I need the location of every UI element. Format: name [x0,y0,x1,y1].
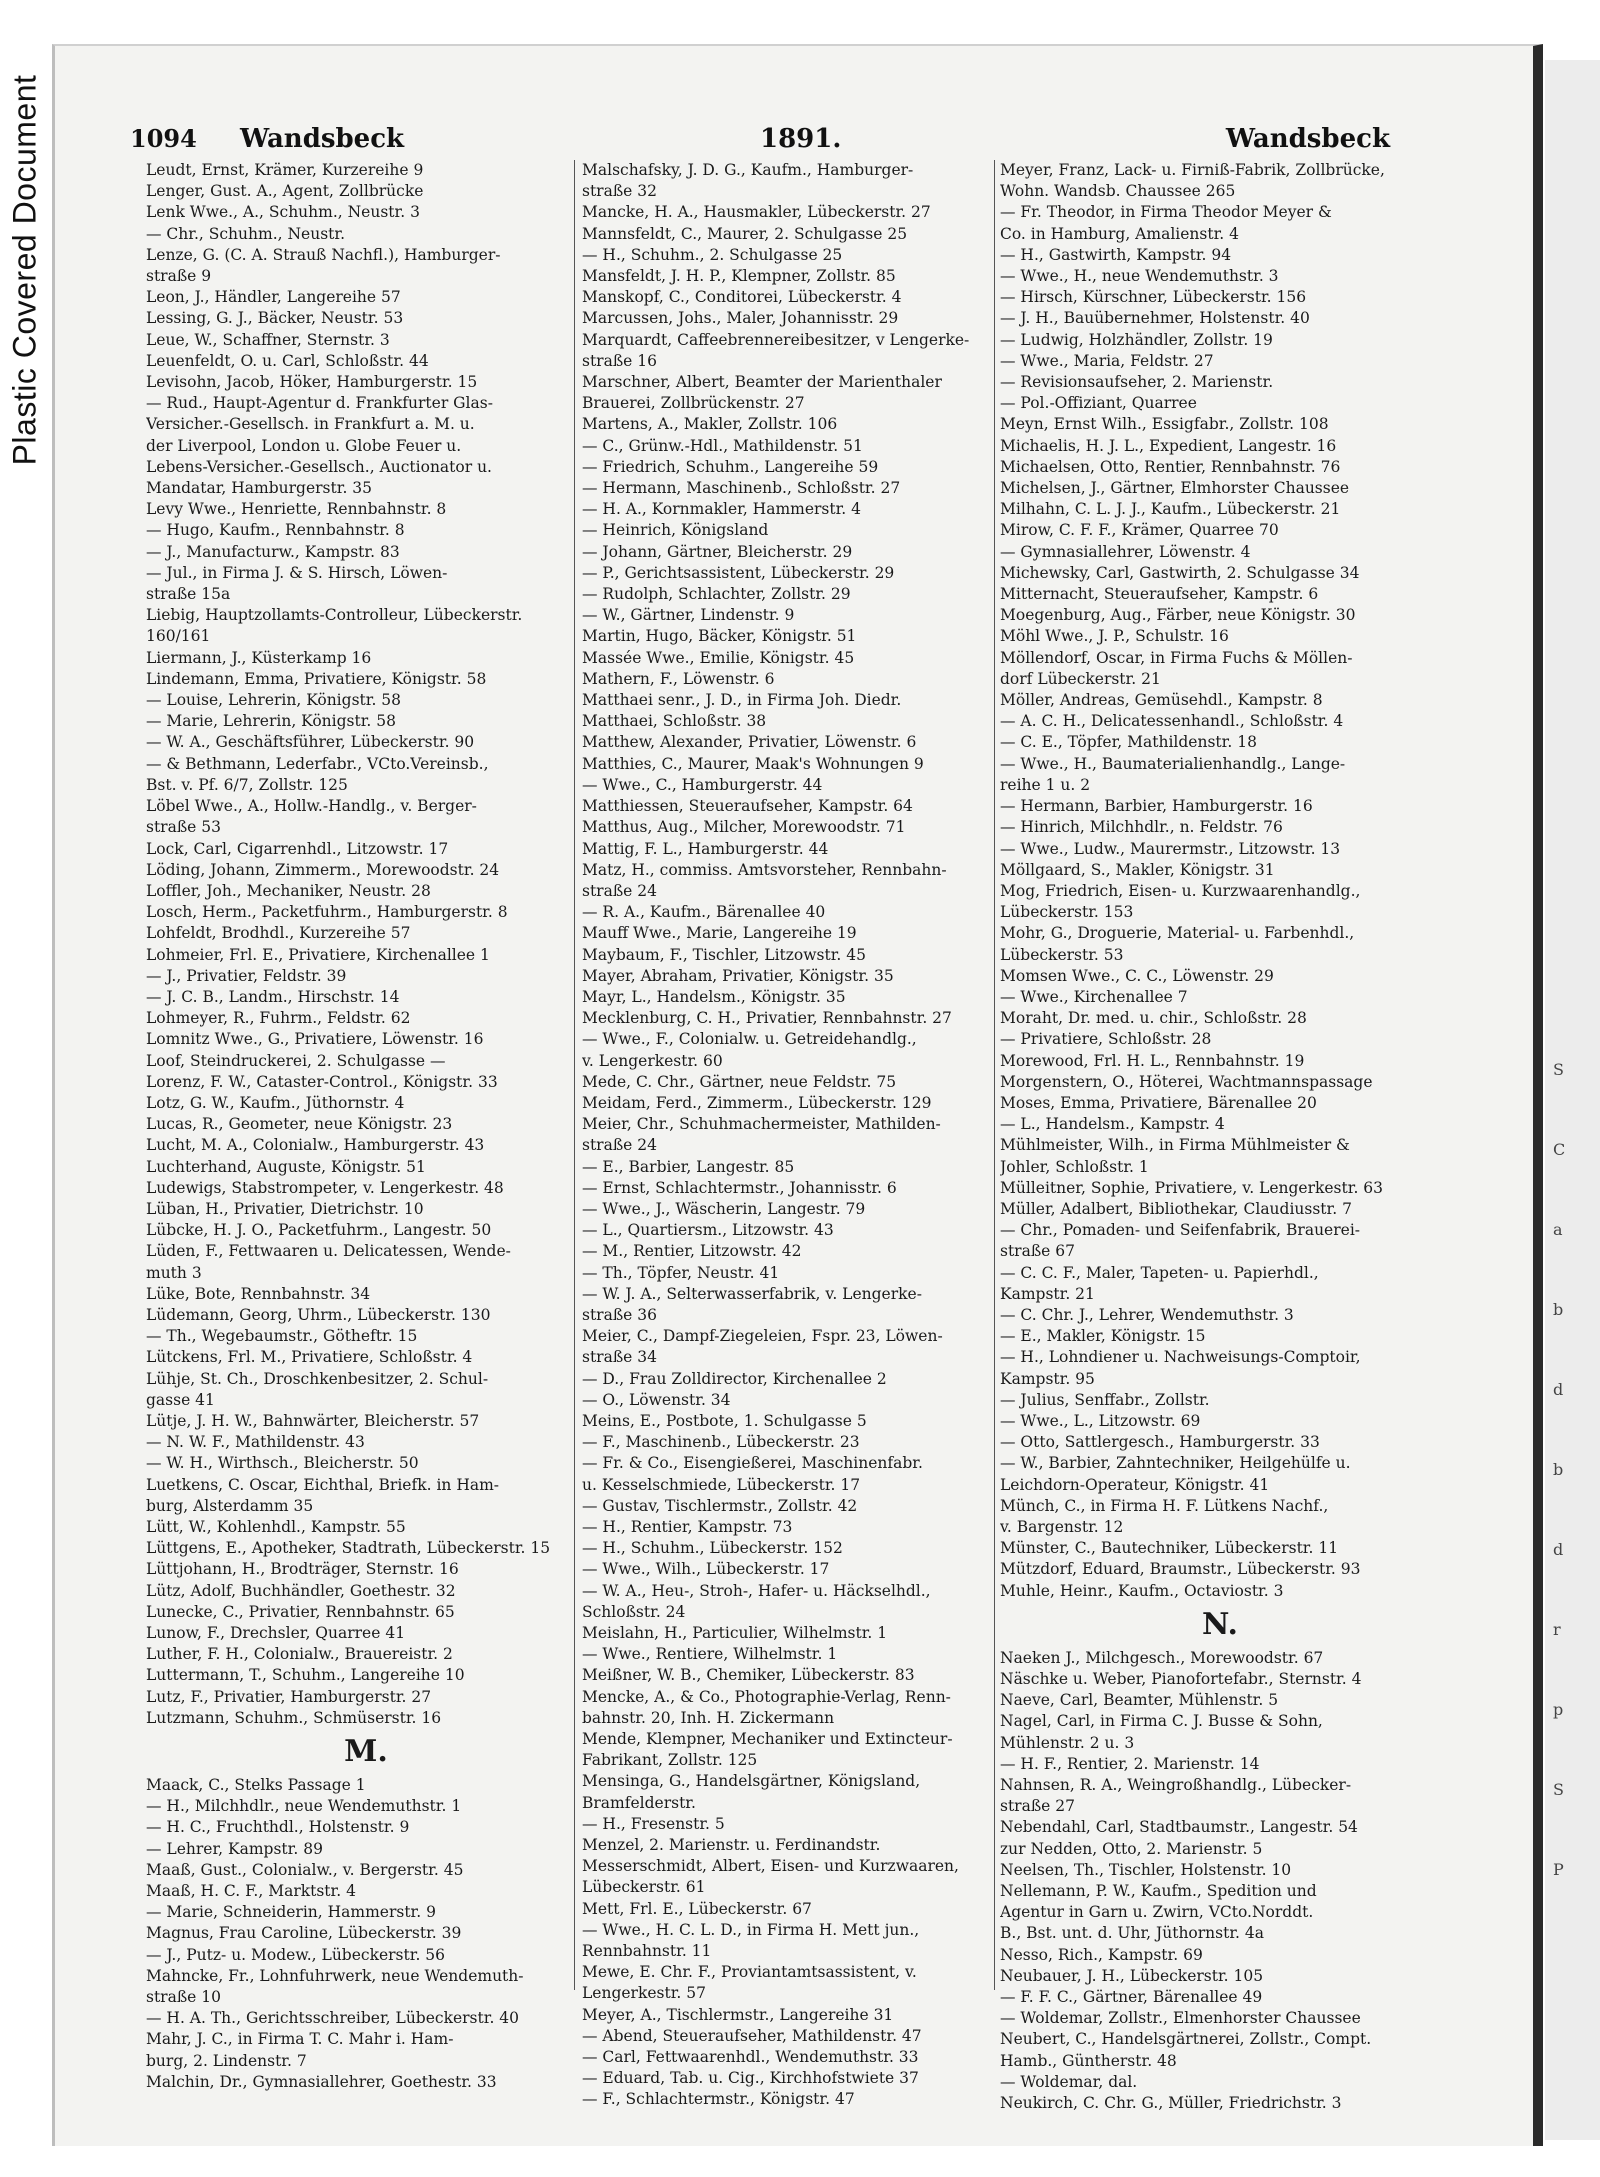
directory-entry-line: — Wwe., Wilh., Lübeckerstr. 17 [582,1560,830,1579]
directory-entry-line: Nagel, Carl, in Firma C. J. Busse & Sohn, [1000,1712,1323,1731]
directory-entry-line: Muhle, Heinr., Kaufm., Octaviostr. 3 [1000,1581,1284,1600]
directory-entry-line: — Th., Töpfer, Neustr. 41 [582,1263,780,1282]
directory-entry-line: Lohfeldt, Brodhdl., Kurzereihe 57 [146,924,411,943]
directory-entry-line: v. Lengerkestr. 60 [582,1051,723,1070]
edge-mark: b [1553,1460,1564,1479]
directory-entry-line: Rennbahnstr. 11 [582,1942,712,1961]
directory-entry-line: Bst. v. Pf. 6/7, Zollstr. 125 [146,775,348,794]
directory-entry-line: Mülleitner, Sophie, Privatiere, v. Lengerkestr. 63 [1000,1178,1384,1197]
directory-entry-line: — J., Manufacturw., Kampstr. 83 [146,542,400,561]
directory-entry-line: — C. Chr. J., Lehrer, Wendemuthstr. 3 [1000,1305,1294,1324]
directory-entry-line: — E., Barbier, Langestr. 85 [582,1157,795,1176]
directory-entry-line: — H., Fresenstr. 5 [582,1814,725,1833]
directory-entry-line: — Ernst, Schlachtermstr., Johannisstr. 6 [582,1178,897,1197]
directory-entry-line: — C., Grünw.-Hdl., Mathildenstr. 51 [582,436,863,455]
directory-entry-line: Schloßstr. 24 [582,1602,686,1621]
directory-entry-line: — F., Maschinenb., Lübeckerstr. 23 [582,1433,860,1452]
plastic-covered-label-text: Plastic Covered Document [6,74,43,466]
directory-entry-line: — H., Schuhm., Lübeckerstr. 152 [582,1539,843,1558]
directory-entry-line: Lübeckerstr. 61 [582,1878,706,1897]
directory-entry-line: Meyn, Ernst Wilh., Essigfabr., Zollstr. 108 [1000,415,1329,434]
directory-entry-line: gasse 41 [146,1390,215,1409]
directory-entry-line: — Th., Wegebaumstr., Götheftr. 15 [146,1327,418,1346]
directory-entry-line: straße 10 [146,1988,222,2007]
edge-mark: S [1553,1780,1564,1799]
directory-entry-line: Levisohn, Jacob, Höker, Hamburgerstr. 15 [146,373,478,392]
directory-entry-line: Möhl Wwe., J. P., Schulstr. 16 [1000,627,1229,646]
directory-entry-line: Meyer, Franz, Lack- u. Firniß-Fabrik, Zollbrücke, [1000,161,1385,179]
directory-entry-line: — J., Privatier, Feldstr. 39 [146,966,347,985]
directory-entry-line: — Eduard, Tab. u. Cig., Kirchhofstwiete 37 [582,2069,919,2088]
directory-entry-line: — F., Schlachtermstr., Königstr. 47 [582,2090,855,2109]
directory-entry-line: — H., Schuhm., 2. Schulgasse 25 [582,245,843,264]
directory-entry-line: Mathern, F., Löwenstr. 6 [582,669,775,688]
directory-entry-line: — Woldemar, dal. [1000,2072,1138,2091]
directory-entry-line: Lomnitz Wwe., G., Privatiere, Löwenstr. 16 [146,1030,484,1049]
directory-entry-line: Münch, C., in Firma H. F. Lütkens Nachf., [1000,1496,1329,1515]
directory-entry-line: Neukirch, C. Chr. G., Müller, Friedrichstr. 3 [1000,2094,1342,2113]
directory-entry-line: Matthies, C., Maurer, Maak's Wohnungen 9 [582,754,924,773]
directory-entry-line: Lotz, G. W., Kaufm., Jüthornstr. 4 [146,1093,405,1112]
directory-entry-line: Ludewigs, Stabstrompeter, v. Lengerkestr. 48 [146,1178,504,1197]
directory-entry-line: — N. W. F., Mathildenstr. 43 [146,1433,365,1452]
directory-entry-line: — A. C. H., Delicatessenhandl., Schloßstr. 4 [1000,712,1344,731]
directory-entry-line: Lüden, F., Fettwaaren u. Delicatessen, Wende- [146,1242,511,1261]
directory-entry-line: Mauff Wwe., Marie, Langereihe 19 [582,924,857,943]
directory-entry-line: Mett, Frl. E., Lübeckerstr. 67 [582,1899,812,1918]
edge-mark: b [1553,1300,1564,1319]
directory-entry-line: Mühlenstr. 2 u. 3 [1000,1733,1135,1752]
directory-entry-line: — D., Frau Zolldirector, Kirchenallee 2 [582,1369,887,1388]
directory-entry-line: Löbel Wwe., A., Hollw.-Handlg., v. Berger- [146,797,477,816]
directory-entry-line: Liermann, J., Küsterkamp 16 [146,648,372,667]
section-letter: M. [344,1734,388,1770]
directory-entry-line: straße 67 [1000,1242,1076,1261]
directory-entry-line: Meißner, W. B., Chemiker, Lübeckerstr. 83 [582,1666,915,1685]
directory-entry-line: B., Bst. unt. d. Uhr, Jüthornstr. 4a [1000,1924,1265,1943]
directory-entry-line: — Hugo, Kaufm., Rennbahnstr. 8 [146,521,405,540]
directory-entry-line: — Johann, Gärtner, Bleicherstr. 29 [582,542,853,561]
directory-entry-line: — Wwe., C., Hamburgerstr. 44 [582,775,823,794]
directory-entry-line: straße 24 [582,1136,658,1155]
directory-entry-line: der Liverpool, London u. Globe Feuer u. [146,436,462,455]
directory-entry-line: Neelsen, Th., Tischler, Holstenstr. 10 [1000,1860,1292,1879]
directory-entry-line: Lenze, G. (C. A. Strauß Nachfl.), Hamburger- [146,245,501,264]
directory-entry-line: Müller, Adalbert, Bibliothekar, Claudiusstr. 7 [1000,1199,1352,1218]
directory-entry-line: Mayr, L., Handelsm., Königstr. 35 [582,987,846,1006]
directory-entry-line: straße 36 [582,1305,658,1324]
directory-entry-line: burg, 2. Lindenstr. 7 [146,2051,307,2070]
directory-entry-line: — Jul., in Firma J. & S. Hirsch, Löwen- [146,563,448,582]
directory-entry-line: Lorenz, F. W., Cataster-Control., Königstr. 33 [146,1072,498,1091]
directory-entry-line: Mede, C. Chr., Gärtner, neue Feldstr. 75 [582,1072,897,1091]
directory-entry-line: straße 32 [582,182,658,201]
directory-entry-line: Maack, C., Stelks Passage 1 [146,1776,366,1795]
directory-entry-line: Lüke, Bote, Rennbahnstr. 34 [146,1284,371,1303]
directory-entry-line: Luttermann, T., Schuhm., Langereihe 10 [146,1666,465,1685]
directory-entry-line: Mansfeldt, J. H. P., Klempner, Zollstr. 85 [582,267,896,286]
directory-entry-line: Lüban, H., Privatier, Dietrichstr. 10 [146,1199,424,1218]
directory-entry-line: — Revisionsaufseher, 2. Marienstr. [1000,373,1274,392]
directory-entry-line: Lucas, R., Geometer, neue Königstr. 23 [146,1115,453,1134]
directory-entry-line: — H. A. Th., Gerichtsschreiber, Lübeckerstr. 40 [146,2009,520,2028]
directory-entry-line: — W. J. A., Selterwasserfabrik, v. Lengerke- [582,1284,922,1303]
directory-entry-line: — Otto, Sattlergesch., Hamburgerstr. 33 [1000,1433,1320,1452]
directory-entry-line: Mecklenburg, C. H., Privatier, Rennbahnstr. 27 [582,1009,952,1028]
directory-entry-line: — Julius, Senffabr., Zollstr. [1000,1390,1210,1409]
directory-entry-line: Johler, Schloßstr. 1 [1000,1157,1149,1176]
directory-entry-line: Lohmeyer, R., Fuhrm., Feldstr. 62 [146,1009,411,1028]
directory-entry-line: Malschafsky, J. D. G., Kaufm., Hamburger- [582,161,914,179]
directory-entry-line: Näschke u. Weber, Pianofortefabr., Sternstr. 4 [1000,1670,1362,1689]
directory-entry-line: straße 16 [582,351,658,370]
directory-entry-line: — H., Lohndiener u. Nachweisungs-Comptoir, [1000,1348,1361,1367]
directory-entry-line: Bramfelderstr. [582,1793,696,1812]
directory-entry-line: dorf Lübeckerstr. 21 [1000,669,1161,688]
directory-entry-line: — & Bethmann, Lederfabr., VCto.Vereinsb., [146,754,489,773]
directory-entry-line: — Wwe., Rentiere, Wilhelmstr. 1 [582,1645,838,1664]
directory-entry-line: Moraht, Dr. med. u. chir., Schloßstr. 28 [1000,1009,1307,1028]
directory-entry-line: straße 53 [146,818,222,837]
directory-entry-line: — Wwe., Ludw., Maurermstr., Litzowstr. 13 [1000,839,1341,858]
directory-entry-line: — W. H., Wirthsch., Bleicherstr. 50 [146,1454,419,1473]
edge-mark: d [1553,1380,1564,1399]
directory-entry-line: — Hirsch, Kürschner, Lübeckerstr. 156 [1000,288,1307,307]
directory-entry-line: — Rud., Haupt-Agentur d. Frankfurter Glas- [146,394,493,413]
directory-entry-line: Versicher.-Gesellsch. in Frankfurt a. M. u. [146,415,475,434]
directory-column-2 [582,160,1022,2111]
directory-entry-line: Marschner, Albert, Beamter der Marienthaler [582,373,942,392]
directory-entry-line: Mattig, F. L., Hamburgerstr. 44 [582,839,829,858]
directory-entry-line: Möllgaard, S., Makler, Königstr. 31 [1000,860,1275,879]
directory-entry-line: — Marie, Lehrerin, Königstr. 58 [146,712,396,731]
directory-entry-line: Leudt, Ernst, Krämer, Kurzereihe 9 [146,161,424,179]
directory-entry-line: Mewe, E. Chr. F., Proviantamtsassistent, v. [582,1963,917,1982]
directory-entry-line: Levy Wwe., Henriette, Rennbahnstr. 8 [146,500,447,519]
directory-entry-line: Luther, F. H., Colonialw., Brauereistr. 2 [146,1645,453,1664]
directory-entry-line: burg, Alsterdamm 35 [146,1496,314,1515]
directory-entry-line: Matthus, Aug., Milcher, Morewoodstr. 71 [582,818,906,837]
directory-entry-line: Naeken J., Milchgesch., Morewoodstr. 67 [1000,1648,1324,1667]
directory-entry-line: — Fr. Theodor, in Firma Theodor Meyer & [1000,203,1332,222]
directory-entry-line: Lütz, Adolf, Buchhändler, Goethestr. 32 [146,1581,456,1600]
directory-entry-line: Mahncke, Fr., Lohnfuhrwerk, neue Wendemuth- [146,1966,524,1985]
directory-entry-line: Meier, Chr., Schuhmachermeister, Mathilden- [582,1115,941,1134]
directory-entry-line: Morewood, Frl. H. L., Rennbahnstr. 19 [1000,1051,1305,1070]
directory-entry-line: Lühje, St. Ch., Droschkenbesitzer, 2. Schul- [146,1369,489,1388]
directory-entry-line: Nahnsen, R. A., Weingroßhandlg., Lübecker- [1000,1776,1352,1795]
running-title-right: Wandsbeck [1225,124,1390,154]
directory-entry-line: — Hinrich, Milchhdlr., n. Feldstr. 76 [1000,818,1283,837]
directory-entry-line: — F. F. C., Gärtner, Bärenallee 49 [1000,1988,1263,2007]
directory-entry-line: Lohmeier, Frl. E., Privatiere, Kirchenallee 1 [146,945,490,964]
directory-entry-line: v. Bargenstr. 12 [1000,1518,1124,1536]
directory-entry-line: — H. A., Kornmakler, Hammerstr. 4 [582,500,862,519]
page-number: 1094 [130,124,197,153]
directory-entry-line: Naeve, Carl, Beamter, Mühlenstr. 5 [1000,1691,1279,1710]
directory-entry-line: straße 24 [582,881,658,900]
directory-entry-line: — Marie, Schneiderin, Hammerstr. 9 [146,1903,436,1922]
directory-entry-line: muth 3 [146,1263,202,1282]
directory-entry-line: Möllendorf, Oscar, in Firma Fuchs & Möllen- [1000,648,1353,667]
directory-entry-line: — H., Milchhdlr., neue Wendemuthstr. 1 [146,1797,462,1816]
directory-entry-line: Mandatar, Hamburgerstr. 35 [146,479,373,498]
edge-mark: a [1553,1220,1563,1239]
directory-entry-line: Agentur in Garn u. Zwirn, VCto.Norddt. [1000,1903,1314,1922]
directory-entry-line: — H. C., Fruchthdl., Holstenstr. 9 [146,1818,410,1837]
directory-entry-line: Lindemann, Emma, Privatiere, Königstr. 58 [146,669,487,688]
directory-entry-line: — Gustav, Tischlermstr., Zollstr. 42 [582,1496,858,1515]
directory-entry-line: — W., Gärtner, Lindenstr. 9 [582,606,795,625]
edge-mark: d [1553,1540,1564,1559]
directory-entry-line: Moegenburg, Aug., Färber, neue Königstr. 30 [1000,606,1356,625]
directory-entry-line: Neubauer, J. H., Lübeckerstr. 105 [1000,1966,1264,1985]
directory-entry-line: Michaelsen, Otto, Rentier, Rennbahnstr. 76 [1000,457,1341,476]
directory-column-3 [1000,160,1440,2114]
directory-entry-line: — Pol.-Offiziant, Quarree [1000,394,1197,413]
directory-entry-line: — Wwe., J., Wäscherin, Langestr. 79 [582,1199,866,1218]
directory-entry-line: — R. A., Kaufm., Bärenallee 40 [582,903,826,922]
directory-entry-line: — H., Rentier, Kampstr. 73 [582,1518,793,1536]
directory-entry-line: Mancke, H. A., Hausmakler, Lübeckerstr. 27 [582,203,931,222]
directory-entry-line: Lütje, J. H. W., Bahnwärter, Bleicherstr. 57 [146,1411,480,1430]
directory-entry-line: Nesso, Rich., Kampstr. 69 [1000,1945,1203,1964]
directory-entry-line: — W., Barbier, Zahntechniker, Heilgehülfe u. [1000,1454,1351,1473]
directory-entry-line: Lüttjohann, H., Brodträger, Sternstr. 16 [146,1560,459,1579]
directory-entry-line: Lübeckerstr. 53 [1000,945,1124,964]
edge-mark: p [1553,1700,1564,1719]
directory-entry-line: Hamb., Güntherstr. 48 [1000,2051,1177,2070]
directory-entry-line: Meidam, Ferd., Zimmerm., Lübeckerstr. 129 [582,1093,932,1112]
directory-entry-line: Mirow, C. F. F., Krämer, Quarree 70 [1000,521,1279,540]
directory-entry-line: Michaelis, H. J. L., Expedient, Langestr. 16 [1000,436,1337,455]
directory-entry-line: Wohn. Wandsb. Chaussee 265 [1000,182,1236,201]
directory-entry-line: Leon, J., Händler, Langereihe 57 [146,288,401,307]
directory-entry-line: Leichdorn-Operateur, Königstr. 41 [1000,1475,1270,1494]
directory-entry-line: Neubert, C., Handelsgärtnerei, Zollstr., Compt. [1000,2030,1372,2049]
directory-entry-line: Mayer, Abraham, Privatier, Königstr. 35 [582,966,894,985]
directory-entry-line: Mützdorf, Eduard, Braumstr., Lübeckerstr. 93 [1000,1560,1361,1579]
directory-entry-line: — Ludwig, Holzhändler, Zollstr. 19 [1000,330,1273,349]
directory-entry-line: Leuenfeldt, O. u. Carl, Schloßstr. 44 [146,351,429,370]
directory-entry-line: — P., Gerichtsassistent, Lübeckerstr. 29 [582,563,895,582]
directory-entry-line: Matthaei, Schloßstr. 38 [582,712,767,731]
directory-entry-line: Manskopf, C., Conditorei, Lübeckerstr. 4 [582,288,902,307]
directory-entry-line: Meislahn, H., Particulier, Wilhelmstr. 1 [582,1624,888,1643]
directory-entry-line: Momsen Wwe., C. C., Löwenstr. 29 [1000,966,1274,985]
directory-entry-line: straße 15a [146,585,231,604]
directory-entry-line: — E., Makler, Königstr. 15 [1000,1327,1206,1346]
directory-entry-line: Mende, Klempner, Mechaniker und Extincteur- [582,1730,953,1749]
directory-entry-line: Münster, C., Bautechniker, Lübeckerstr. 11 [1000,1539,1339,1558]
plastic-covered-label [4,74,46,466]
directory-entry-line: Loffler, Joh., Mechaniker, Neustr. 28 [146,881,431,900]
directory-entry-line: Marcussen, Johs., Maler, Johannisstr. 29 [582,309,899,328]
directory-entry-line: Milhahn, C. L. J. J., Kaufm., Lübeckerstr. 21 [1000,500,1341,519]
directory-entry-line: Matthew, Alexander, Privatier, Löwenstr. 6 [582,733,917,752]
directory-entry-line: Martin, Hugo, Bäcker, Königstr. 51 [582,627,857,646]
edge-mark: P [1553,1860,1564,1879]
section-letter: N. [1202,1606,1238,1642]
directory-entry-line: Morgenstern, O., Höterei, Wachtmannspassage [1000,1072,1373,1091]
directory-entry-line: straße 9 [146,267,212,286]
directory-entry-line: straße 34 [582,1348,658,1367]
directory-entry-line: Michewsky, Carl, Gastwirth, 2. Schulgasse 34 [1000,563,1360,582]
directory-entry-line: — H. F., Rentier, 2. Marienstr. 14 [1000,1754,1260,1773]
directory-entry-line: Menzel, 2. Marienstr. u. Ferdinandstr. [582,1836,881,1855]
directory-entry-line: — Chr., Schuhm., Neustr. [146,224,346,243]
directory-entry-line: — L., Handelsm., Kampstr. 4 [1000,1115,1225,1134]
directory-entry-line: — Rudolph, Schlachter, Zollstr. 29 [582,585,851,604]
directory-entry-line: 160/161 [146,627,211,646]
directory-entry-line: Meins, E., Postbote, 1. Schulgasse 5 [582,1411,867,1430]
directory-entry-line: — Woldemar, Zollstr., Elmenhorster Chaussee [1000,2009,1361,2028]
directory-entry-line: — Wwe., Kirchenallee 7 [1000,987,1188,1006]
directory-entry-line: Lenger, Gust. A., Agent, Zollbrücke [146,182,424,201]
directory-entry-line: Lessing, G. J., Bäcker, Neustr. 53 [146,309,404,328]
directory-entry-line: u. Kesselschmiede, Lübeckerstr. 17 [582,1475,861,1494]
directory-entry-line: — Heinrich, Königsland [582,521,769,540]
directory-entry-line: Löding, Johann, Zimmerm., Morewoodstr. 24 [146,860,500,879]
directory-entry-line: Marquardt, Caffeebrennereibesitzer, v Lengerke- [582,330,970,349]
directory-entry-line: Lunecke, C., Privatier, Rennbahnstr. 65 [146,1602,455,1621]
directory-entry-line: reihe 1 u. 2 [1000,775,1091,794]
directory-entry-line: Matz, H., commiss. Amtsvorsteher, Rennbahn- [582,860,947,879]
directory-entry-line: Messerschmidt, Albert, Eisen- und Kurzwaaren, [582,1857,959,1876]
directory-entry-line: — H., Gastwirth, Kampstr. 94 [1000,245,1232,264]
directory-entry-line: Meyer, A., Tischlermstr., Langereihe 31 [582,2005,894,2024]
year-heading: 1891. [760,124,842,154]
directory-entry-line: — Wwe., L., Litzowstr. 69 [1000,1411,1201,1430]
directory-entry-line: Maaß, H. C. F., Marktstr. 4 [146,1882,356,1901]
directory-entry-line: Matthiessen, Steueraufseher, Kampstr. 64 [582,797,913,816]
directory-entry-line: Luchterhand, Auguste, Königstr. 51 [146,1157,426,1176]
directory-entry-line: Lenk Wwe., A., Schuhm., Neustr. 3 [146,203,420,222]
directory-entry-line: Leue, W., Schaffner, Sternstr. 3 [146,330,390,349]
directory-entry-line: — C. E., Töpfer, Mathildenstr. 18 [1000,733,1257,752]
directory-entry-line: — Privatiere, Schloßstr. 28 [1000,1030,1212,1049]
directory-entry-line: Matthaei senr., J. D., in Firma Joh. Diedr. [582,691,902,710]
directory-entry-line: Maybaum, F., Tischler, Litzowstr. 45 [582,945,867,964]
directory-entry-line: — L., Quartiersm., Litzowstr. 43 [582,1221,834,1240]
directory-entry-line: Lübcke, H. J. O., Packetfuhrm., Langestr. 50 [146,1221,492,1240]
directory-column-1 [146,160,586,2093]
directory-entry-line: — Friedrich, Schuhm., Langereihe 59 [582,457,879,476]
directory-entry-line: Lutz, F., Privatier, Hamburgerstr. 27 [146,1687,432,1706]
edge-mark: C [1553,1140,1566,1159]
directory-entry-line: — O., Löwenstr. 34 [582,1390,731,1409]
directory-entry-line: Lütckens, Frl. M., Privatiere, Schloßstr. 4 [146,1348,473,1367]
directory-entry-line: — Lehrer, Kampstr. 89 [146,1839,323,1858]
directory-entry-line: Kampstr. 95 [1000,1369,1095,1388]
directory-entry-line: — Wwe., H. C. L. D., in Firma H. Mett jun., [582,1920,920,1939]
directory-entry-line: Lengerkestr. 57 [582,1984,706,2003]
directory-entry-line: Lutzmann, Schuhm., Schmüserstr. 16 [146,1708,442,1727]
directory-entry-line: Lüttgens, E., Apotheker, Stadtrath, Lübeckerstr. 15 [146,1539,551,1558]
directory-entry-line: — Wwe., Maria, Feldstr. 27 [1000,351,1214,370]
directory-entry-line: Fabrikant, Zollstr. 125 [582,1751,758,1770]
directory-entry-line: — J. H., Bauübernehmer, Holstenstr. 40 [1000,309,1310,328]
directory-entry-line: — Wwe., H., Baumaterialienhandlg., Lange- [1000,754,1346,773]
directory-entry-line: Lübeckerstr. 153 [1000,903,1134,922]
directory-entry-line: — C. C. F., Maler, Tapeten- u. Papierhdl., [1000,1263,1319,1282]
directory-entry-line: Meier, C., Dampf-Ziegeleien, Fspr. 23, Löwen- [582,1327,943,1346]
directory-entry-line: Martens, A., Makler, Zollstr. 106 [582,415,838,434]
directory-entry-line: Loof, Steindruckerei, 2. Schulgasse — [146,1051,446,1070]
directory-entry-line: Mühlmeister, Wilh., in Firma Mühlmeister & [1000,1136,1350,1155]
directory-entry-line: Lebens-Versicher.-Gesellsch., Auctionator u. [146,457,492,476]
directory-entry-line: Mahr, J. C., in Firma T. C. Mahr i. Ham- [146,2030,454,2049]
directory-entry-line: Nellemann, P. W., Kaufm., Spedition und [1000,1882,1317,1901]
directory-entry-line: straße 27 [1000,1797,1076,1816]
adjacent-page-edge [1545,60,1600,2140]
directory-entry-line: Lucht, M. A., Colonialw., Hamburgerstr. 43 [146,1136,485,1155]
directory-entry-line: — Chr., Pomaden- und Seifenfabrik, Brauerei- [1000,1221,1361,1240]
directory-entry-line: Moses, Emma, Privatiere, Bärenallee 20 [1000,1093,1317,1112]
directory-entry-line: Mohr, G., Droguerie, Material- u. Farbenhdl., [1000,924,1355,943]
directory-entry-line: Luetkens, C. Oscar, Eichthal, Briefk. in Ham- [146,1475,500,1494]
directory-entry-line: Co. in Hamburg, Amalienstr. 4 [1000,224,1239,243]
directory-entry-line: Magnus, Frau Caroline, Lübeckerstr. 39 [146,1924,462,1943]
directory-entry-line: Mannsfeldt, C., Maurer, 2. Schulgasse 25 [582,224,908,243]
directory-entry-line: Mog, Friedrich, Eisen- u. Kurzwaarenhandlg., [1000,881,1361,900]
directory-entry-line: Mitternacht, Steueraufseher, Kampstr. 6 [1000,585,1319,604]
directory-entry-line: — W. A., Heu-, Stroh-, Hafer- u. Häckselhdl., [582,1581,931,1600]
directory-entry-line: — Fr. & Co., Eisengießerei, Maschinenfabr. [582,1454,923,1473]
directory-entry-line: — Wwe., H., neue Wendemuthstr. 3 [1000,267,1279,286]
directory-entry-line: Malchin, Dr., Gymnasiallehrer, Goethestr. 33 [146,2072,497,2091]
directory-entry-line: Mencke, A., & Co., Photographie-Verlag, Renn- [582,1687,951,1706]
directory-entry-line: Lüdemann, Georg, Uhrm., Lübeckerstr. 130 [146,1305,491,1324]
directory-entry-line: — Abend, Steueraufseher, Mathildenstr. 47 [582,2026,922,2045]
directory-entry-line: — Gymnasiallehrer, Löwenstr. 4 [1000,542,1251,561]
directory-entry-line: — Louise, Lehrerin, Königstr. 58 [146,691,402,710]
directory-entry-line: Kampstr. 21 [1000,1284,1095,1303]
page-header [130,124,1390,158]
directory-entry-line: Massée Wwe., Emilie, Königstr. 45 [582,648,855,667]
edge-mark: r [1553,1620,1561,1639]
directory-entry-line: Möller, Andreas, Gemüsehdl., Kampstr. 8 [1000,691,1323,710]
directory-entry-line: — J. C. B., Landm., Hirschstr. 14 [146,987,400,1006]
directory-entry-line: — J., Putz- u. Modew., Lübeckerstr. 56 [146,1945,446,1964]
directory-entry-line: Michelsen, J., Gärtner, Elmhorster Chaussee [1000,479,1350,498]
directory-entry-line: Brauerei, Zollbrückenstr. 27 [582,394,805,413]
directory-entry-line: Lunow, F., Drechsler, Quarree 41 [146,1624,406,1643]
directory-entry-line: — Carl, Fettwaarenhdl., Wendemuthstr. 33 [582,2048,919,2067]
directory-entry-line: — Hermann, Barbier, Hamburgerstr. 16 [1000,797,1313,816]
directory-entry-line: Nebendahl, Carl, Stadtbaumstr., Langestr. 54 [1000,1818,1358,1837]
running-title-left: Wandsbeck [240,124,405,154]
directory-entry-line: Maaß, Gust., Colonialw., v. Bergerstr. 45 [146,1860,464,1879]
directory-entry-line: — Wwe., F., Colonialw. u. Getreidehandlg., [582,1030,917,1049]
directory-entry-line: zur Nedden, Otto, 2. Marienstr. 5 [1000,1839,1263,1858]
directory-entry-line: Losch, Herm., Packetfuhrm., Hamburgerstr. 8 [146,903,508,922]
directory-entry-line: — W. A., Geschäftsführer, Lübeckerstr. 90 [146,733,475,752]
directory-entry-line: Lock, Carl, Cigarrenhdl., Litzowstr. 17 [146,839,449,858]
edge-mark: S [1553,1060,1564,1079]
directory-entry-line: Liebig, Hauptzollamts-Controlleur, Lübeckerstr. [146,606,523,625]
directory-entry-line: bahnstr. 20, Inh. H. Zickermann [582,1708,835,1727]
directory-entry-line: Lütt, W., Kohlenhdl., Kampstr. 55 [146,1518,406,1536]
directory-entry-line: — Hermann, Maschinenb., Schloßstr. 27 [582,479,901,498]
directory-entry-line: — M., Rentier, Litzowstr. 42 [582,1242,802,1261]
directory-entry-line: Mensinga, G., Handelsgärtner, Königsland, [582,1772,921,1791]
